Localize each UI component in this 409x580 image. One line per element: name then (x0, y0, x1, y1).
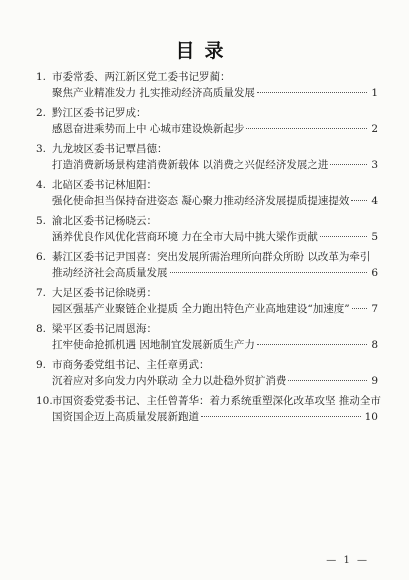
toc-entry-author: 渝北区委书记杨晓云： (52, 215, 157, 227)
toc-entry[interactable] (36, 178, 378, 209)
toc-entry-number: 2. (36, 107, 47, 119)
toc-entry[interactable] (36, 286, 378, 317)
toc-page-number: 4 (371, 195, 378, 207)
dot-leader (320, 235, 367, 237)
toc-entry-heading (36, 106, 378, 121)
toc-entry-title: 扛牢使命抢抓机遇 因地制宜发展新质生产力 (52, 339, 255, 351)
toc-entry[interactable] (36, 142, 378, 173)
toc-page-number: 2 (371, 123, 378, 135)
toc-entry-author: 北碚区委书记林旭阳： (52, 179, 157, 191)
toc-title: 目录 (175, 40, 234, 62)
toc-entry-title: 国资国企迈上高质量发展新跑道 (52, 411, 199, 423)
toc-entry-author: 黔江区委书记罗成： (52, 107, 147, 119)
toc-page-number: 1 (371, 87, 378, 99)
toc-entry-heading (36, 394, 381, 409)
toc-entry-author: 綦江区委书记尹国喜：突出发展所需治理所向群众所盼 以改革为牵引 (52, 251, 371, 263)
toc-page-number: 5 (371, 231, 378, 243)
toc-entry[interactable] (36, 394, 381, 425)
toc-entry-number: 9. (36, 359, 47, 371)
toc-entry-line[interactable] (36, 157, 378, 173)
toc-entry-heading (36, 214, 378, 229)
toc-entry-line[interactable] (36, 121, 378, 137)
toc-page-number: 7 (371, 303, 378, 315)
dot-leader (330, 163, 367, 165)
toc-entry-line[interactable] (36, 193, 378, 209)
toc-entry-title: 感恩奋进乘势而上中 心城市建设焕新起步 (52, 123, 245, 135)
toc-entry-number: 3. (36, 143, 47, 155)
toc-entry-number: 1. (36, 71, 47, 83)
dot-leader (257, 91, 367, 93)
toc-entry-author: 市商务委党组书记、主任章勇武： (52, 359, 210, 371)
toc-page-number: 3 (371, 159, 378, 171)
toc-entry-line[interactable] (36, 373, 378, 389)
toc-entry-title: 涵养优良作风优化营商环境 力在全市大局中挑大梁作贡献 (52, 231, 318, 243)
toc-entry-line[interactable] (36, 301, 378, 317)
toc-entry-author: 九龙坡区委书记覃昌德： (52, 143, 168, 155)
toc-entry-title: 聚焦产业精准发力 扎实推动经济高质量发展 (52, 87, 255, 99)
toc-entry-heading (36, 358, 378, 373)
dot-leader (246, 127, 367, 129)
toc-entry-number: 8. (36, 323, 47, 335)
table-of-contents (36, 70, 381, 430)
toc-entry-author: 市国资委党委书记、主任曾菁华：着力系统重塑深化改革攻坚 推动全市 (52, 395, 381, 407)
dot-leader (201, 415, 361, 417)
toc-entry[interactable] (36, 322, 378, 353)
toc-page-number: 8 (371, 339, 378, 351)
toc-entry-heading (36, 70, 378, 85)
dot-leader (170, 271, 368, 273)
toc-page-number: 10 (364, 411, 378, 423)
toc-entry-author: 大足区委书记徐晓勇： (52, 287, 157, 299)
toc-entry-title: 推动经济社会高质量发展 (52, 267, 168, 279)
toc-page-number: 6 (371, 267, 378, 279)
toc-entry-heading (36, 322, 378, 337)
toc-entry-title: 打造消费新场景构建消费新载体 以消费之兴促经济发展之进 (52, 159, 329, 171)
toc-entry-line[interactable] (36, 337, 378, 353)
toc-entry[interactable] (36, 214, 378, 245)
dot-leader (352, 307, 368, 309)
toc-entry-line[interactable] (36, 229, 378, 245)
toc-entry[interactable] (36, 70, 378, 101)
toc-entry-author: 市委常委、两江新区党工委书记罗蔺： (52, 71, 231, 83)
toc-entry-heading (36, 178, 378, 193)
toc-entry-heading (36, 286, 378, 301)
toc-entry-heading (36, 142, 378, 157)
toc-entry-line[interactable] (36, 85, 378, 101)
dot-leader (351, 199, 367, 201)
toc-entry-line[interactable] (36, 409, 378, 425)
toc-entry-title: 沉着应对多向发力内外联动 全力以赴稳外贸扩消费 (52, 375, 287, 387)
toc-entry-title: 园区强基产业聚链企业提质 全力跑出特色产业高地建设“加速度” (52, 303, 350, 315)
toc-entry-number: 7. (36, 287, 47, 299)
dot-leader (257, 343, 367, 345)
toc-entry-number: 5. (36, 215, 47, 227)
toc-entry[interactable] (36, 250, 378, 281)
page-number-footer: — 1 — (326, 555, 369, 566)
toc-entry-heading (36, 250, 378, 265)
toc-entry-number: 10. (36, 395, 53, 407)
toc-entry-author: 梁平区委书记周恩海： (52, 323, 157, 335)
toc-entry[interactable] (36, 106, 378, 137)
toc-entry-title: 强化使命担当保持奋进姿态 凝心聚力推动经济发展提质提速提效 (52, 195, 350, 207)
toc-entry-number: 4. (36, 179, 47, 191)
toc-entry[interactable] (36, 358, 378, 389)
toc-entry-number: 6. (36, 251, 47, 263)
toc-entry-line[interactable] (36, 265, 378, 281)
dot-leader (288, 379, 367, 381)
toc-page-number: 9 (371, 375, 378, 387)
